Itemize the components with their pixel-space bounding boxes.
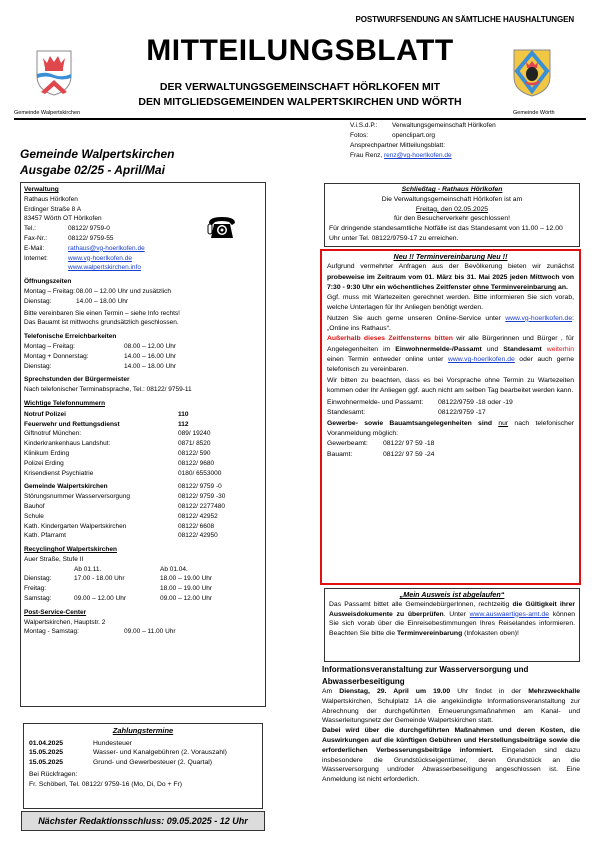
foreign-office-link[interactable]: www.auswaertiges-amt.de — [469, 610, 549, 618]
phone-entry-name: Gemeinde Walpertskirchen — [24, 483, 108, 491]
phone-entry-name: Kinderkrankenhaus Landshut: — [24, 440, 111, 448]
phone-entry-name: Feuerwehr und Rettungsdienst — [24, 420, 120, 428]
time-value: 18.00 – 19.00 Uhr — [160, 575, 213, 583]
payment-desc: Hundesteuer — [93, 739, 132, 747]
id-expiry-text — [329, 600, 575, 639]
text-bold: Gewerbe- sowie Bauamtsangelegenheiten sind — [327, 419, 499, 427]
sprechstunden-text: Nach telefonischer Terminabsprache, Tel.: 08122/ 9759-11 — [24, 386, 192, 394]
contact-info-box — [20, 182, 266, 707]
fotos-value: openclipart.org — [392, 132, 435, 139]
text-span: können Sie sich vorab über die Einreisebestimmungen Ihres Reiselandes informieren. Beachten Sie bitte die — [329, 610, 575, 638]
text-span: Aufgrund vermehrter Anfragen aus der Bevölkerung bieten wir zunächst — [327, 263, 574, 271]
phone-entry-name: Kath. Pfarramt — [24, 532, 66, 540]
event-title: Informationsveranstaltung zur Wasserversorgung und Abwasserbeseitigung — [322, 665, 529, 686]
phone-entry-number: 08122/ 9680 — [178, 459, 215, 467]
phone-entry-number: 08122/ 2277480 — [178, 502, 225, 510]
appointment-paragraph: Wir bitten zu beachten, dass es bei Vorsprache ohne Termin zu Wartezeiten kommen oder Ihr Anliegen ggf. auch nicht am selben Tag bearbeitet werden kann. — [327, 376, 574, 394]
appointment-paragraph — [327, 334, 574, 375]
phone-entry-number: 110 — [178, 410, 189, 418]
text-span: Am — [322, 688, 340, 695]
payment-desc: Grund- und Gewerbesteuer (2. Quartal) — [93, 758, 213, 766]
text-span: . Unter — [443, 610, 470, 618]
id-expiry-box — [324, 588, 580, 662]
office-phone: 08122/ 97 59 -24 — [383, 450, 435, 458]
day-label: Montag – Freitag: — [24, 342, 75, 350]
phone-entry-name: Krisendienst Psychiatrie — [24, 469, 94, 477]
phone-entry-number: 08122/ 9759 -0 — [178, 483, 222, 491]
verwaltung-title: Verwaltung — [24, 186, 59, 193]
text-span: oder auch gerne telefonisch zu vereinbaren. — [327, 355, 574, 374]
address-line: 83457 Wörth OT Hörlkofen — [24, 215, 102, 223]
header-divider — [14, 118, 586, 120]
day-label: Freitag: — [24, 585, 47, 593]
website-link[interactable]: www.vg-hoerlkofen.de — [68, 254, 132, 262]
editorial-deadline: Nächster Redaktionsschluss: 09.05.2025 - 12 Uhr — [21, 811, 265, 831]
time-value: 08.00 – 12.00 Uhr und zusätzlich — [76, 287, 172, 295]
internet-label: Internet: — [24, 254, 48, 262]
oeffnungszeiten-title: Öffnungszeiten — [24, 278, 72, 286]
fax-value: 08122/ 9759-55 — [68, 234, 114, 242]
phone-entry-name: Kath. Kindergarten Walpertskirchen — [24, 522, 127, 530]
crest-right-label: Gemeinde Wörth — [513, 110, 555, 116]
season-header: Ab 01.04. — [160, 565, 188, 573]
day-label: Dienstag: — [24, 575, 52, 583]
appointment-paragraph — [327, 314, 574, 335]
phone-entry-number: 08122/ 590 — [178, 449, 211, 457]
payment-date: 01.04.2025 — [29, 739, 64, 747]
payment-date: 15.05.2025 — [29, 758, 64, 766]
website-link[interactable]: www.walpertskirchen.info — [68, 264, 141, 272]
payment-dates-box — [23, 723, 263, 809]
walpertskirchen-coat-of-arms-icon — [36, 50, 72, 96]
phone-entry-number: 0871/ 8520 — [178, 440, 211, 448]
time-value: 14.00 – 16.00 Uhr — [124, 352, 177, 360]
closing-day-date: Freitag, den 02.05.2025 — [415, 205, 489, 213]
payment-contact: Fr. Schöberl, Tel. 08122/ 9759-16 (Mo, Di, Do + Fr) — [29, 780, 183, 788]
tel-label: Tel.: — [24, 225, 36, 233]
phone-entry-number: 08122/ 9759 -30 — [178, 493, 226, 501]
phone-entry-number: 089/ 19240 — [178, 430, 211, 438]
text-underline: nur — [498, 419, 509, 427]
website-link[interactable]: www.vg-hoerlkofen.de — [505, 314, 573, 322]
day-label: Montag + Donnerstag: — [24, 352, 89, 360]
text-bold: an. — [556, 283, 568, 291]
woerth-coat-of-arms-icon — [513, 49, 551, 97]
distribution-notice: POSTWURFSENDUNG AN SÄMTLICHE HAUSHALTUNGEN — [355, 15, 574, 24]
text-span: Uhr findet in der — [450, 688, 529, 695]
day-label: Montag – Freitag: — [24, 287, 75, 295]
text-red: Außerhalb dieses Zeitfensterns bitten — [327, 335, 453, 343]
office-phone: 08122/9759 -17 — [438, 409, 486, 417]
text-span: und — [481, 345, 504, 353]
appointment-paragraph — [327, 262, 574, 293]
day-label: Dienstag: — [24, 297, 52, 305]
phone-entry-name: Notruf Polizei — [24, 410, 66, 418]
phone-entry-number: 08122/ 6608 — [178, 522, 215, 530]
phone-entry-name: Giftnotruf München: — [24, 430, 82, 438]
phone-entry-number: 08122/ 42950 — [178, 532, 218, 540]
phone-entry-name: Polizei Erding — [24, 459, 64, 467]
crest-left-label: Gemeinde Walpertskirchen — [14, 110, 81, 116]
closing-day-text: für den Besucherverkehr geschlossen! — [394, 215, 510, 223]
contact-email-link[interactable]: renz@vg-hoerlkofen.de — [383, 152, 452, 159]
time-value: 09.00 – 12.00 Uhr — [160, 595, 213, 603]
event-paragraph — [322, 687, 580, 726]
text-span: (Infokasten oben)! — [462, 630, 519, 638]
time-value: 14.00 – 18.00 Uhr — [124, 362, 177, 370]
text-bold: Einwohnermelde-/Passamt — [395, 345, 482, 353]
office-label: Gewerbeamt: — [327, 440, 368, 448]
telefonnummern-title: Wichtige Telefonnummern — [24, 399, 106, 407]
closing-day-box — [324, 183, 580, 247]
text-bold: Terminvereinbarung — [397, 630, 463, 638]
municipality-name: Gemeinde Walpertskirchen — [20, 147, 175, 161]
phone-entry-name: Schule — [24, 512, 44, 520]
post-title: Post-Service-Center — [24, 608, 87, 616]
address-line: Erdinger Straße 8 A — [24, 205, 82, 213]
appointment-notice-title: Neu !! Terminvereinbarung Neu !! — [393, 252, 508, 261]
appointment-paragraph: Ggf. muss mit Wartezeiten gerechnet werden. Bitte informieren Sie sich vorab, welche Unterlagen für Ihr Anliegen benötigt werden. — [327, 294, 574, 312]
closing-day-title: Schließtag - Rathaus Hörlkofen — [401, 186, 503, 193]
appointment-notice-box — [320, 249, 581, 585]
email-link[interactable]: rathaus@vg-hoerlkofen.de — [68, 244, 145, 252]
phone-entry-name: Klinikum Erding — [24, 449, 70, 457]
text-bold-underline: ohne Terminvereinbarung — [472, 283, 557, 291]
text-bold: probeweise im Zeitraum vom 01. März bis 31. Mai 2025 jeden Mittwoch von 7:30 - 9:30 Uhr ein wöchentliches Zeitfenster — [327, 273, 574, 291]
day-label: Dienstag: — [24, 362, 52, 370]
issue-heading — [20, 146, 175, 178]
time-value: 14.00 – 18.00 Uhr — [76, 297, 129, 305]
payment-desc: Wasser- und Kanalgebühren (2. Vorauszahl) — [93, 749, 227, 757]
office-phone: 08122/ 97 59 -18 — [383, 440, 435, 448]
payment-date: 15.05.2025 — [29, 749, 64, 757]
time-value: 09.00 – 12.00 Uhr — [74, 595, 127, 603]
event-paragraph — [322, 726, 580, 785]
subtitle-line-2: DEN MITGLIEDSGEMEINDEN WALPERTSKIRCHEN UND WÖRTH — [138, 96, 462, 108]
sprechstunden-title: Sprechstunden der Bürgermeister — [24, 376, 130, 384]
office-label: Bauamt: — [327, 450, 353, 458]
time-value: 09.00 – 11.00 Uhr — [124, 628, 176, 636]
telephone-icon — [207, 215, 237, 239]
text-span: Nutzen Sie auch gerne unseren Online-Service unter — [327, 314, 506, 322]
time-value: 17.00 - 18.00 Uhr — [74, 575, 125, 583]
email-label: E-Mail: — [24, 244, 45, 252]
day-label: Montag - Samstag: — [24, 628, 79, 636]
payment-dates-title: Zahlungstermine — [112, 726, 174, 735]
time-value: 08.00 – 12.00 Uhr — [124, 342, 177, 350]
text-red: weiterhin — [541, 345, 574, 353]
season-header: Ab 01.11. — [74, 565, 102, 573]
payment-contact-label: Bei Rückfragen: — [29, 771, 78, 779]
text-span: Das Passamt bittet alle GemeindebürgerInnen, rechtzeitig — [329, 600, 513, 608]
appointment-note: Bitte vereinbaren Sie einen Termin – siehe Info rechts! — [24, 309, 180, 317]
issue-number: Ausgabe 02/25 - April/Mai — [20, 163, 165, 177]
time-value: 18.00 – 19.00 Uhr — [160, 585, 213, 593]
page-title: MITTEILUNGSBLATT — [146, 34, 454, 67]
text-bold: die Gültigkeit ihrer Ausweisdokumente zu überprüfen — [329, 600, 575, 618]
text-span: einen Termin entweder online unter — [327, 355, 448, 363]
day-label: Samstag: — [24, 595, 52, 603]
telefon-title: Telefonische Erreichbarkeiten — [24, 333, 117, 341]
contact-name: Frau Renz, — [350, 152, 384, 159]
subtitle-line-1: DER VERWALTUNGSGEMEINSCHAFT HÖRLKOFEN MIT — [159, 81, 441, 93]
fax-label: Fax-Nr.: — [24, 234, 48, 242]
phone-entry-number: 112 — [178, 420, 189, 428]
fotos-label: Fotos: — [350, 132, 369, 139]
contact-label: Ansprechpartner Mitteilungsblatt: — [350, 142, 446, 149]
phone-entry-number: 0180/ 6553000 — [178, 469, 222, 477]
imprint — [350, 121, 496, 161]
appointment-paragraph — [327, 419, 574, 440]
recycling-title: Recyclinghof Walpertskirchen — [24, 546, 117, 554]
text-span: nach telefonischer Voranmeldung möglich: — [327, 419, 574, 438]
text-span: Eingeladen sind dazu insbesondere die Grundstückseigentümer, deren Grundstück an die Wasserversorgung und/oder Abwasserbeseitigung angeschlossen ist. Eine Anmeldung ist nicht erforderlich. — [322, 746, 580, 784]
text-bold: Mehrzweckhalle — [528, 688, 580, 695]
closing-day-text: Die Verwaltungsgemeinschaft Hörlkofen ist am — [381, 195, 523, 203]
info-event-article — [322, 664, 580, 785]
page-subtitle — [0, 80, 600, 110]
bauamt-note: Das Bauamt ist mittwochs grundsätzlich geschlossen. — [24, 319, 179, 327]
text-span: Walpertskirchen, Schulplatz 1A die angekündigte Informationsveranstaltung zur Abrechnung der durchgeführten Erneuerungsmaßnahmen am Kanal- und Wasserleitungsnetz der Gemeinde Walpertskirchen statt. — [322, 697, 580, 725]
phone-entry-name: Störungsnummer Wasserversorgung — [24, 493, 130, 501]
visdp-label: V.i.S.d.P.: — [350, 122, 378, 129]
text-bold: Standesamt — [503, 345, 542, 353]
text-bold: Dienstag, 29. April um 19.00 — [339, 688, 451, 695]
office-phone: 08122/9759 -18 oder -19 — [438, 399, 513, 407]
phone-entry-number: 08122/ 42952 — [178, 512, 218, 520]
tel-value: 08122/ 9759-0 — [68, 225, 110, 233]
text-span: : „Online ins Rathaus“. — [327, 314, 574, 333]
post-address: Walpertskirchen, Hauptstr. 2 — [24, 618, 106, 626]
id-expiry-title: „Mein Ausweis ist abgelaufen“ — [399, 590, 505, 599]
office-label: Standesamt: — [327, 409, 366, 417]
phone-entry-name: Bauhof — [24, 502, 45, 510]
website-link[interactable]: www.vg-hoerlkofen.de — [447, 355, 515, 363]
address-line: Rathaus Hörlkofen — [24, 195, 78, 203]
closing-day-emergency: Für dringende standesamtliche Notfälle ist das Standesamt von 11.00 – 12.00 Uhr unter Tel. 08122/9759-17 zu erreichen. — [329, 225, 563, 242]
text-span: wir alle Bürgerinnen und Bürger , für Angelegenheiten im — [327, 335, 574, 353]
text-bold: Dabei wird über die durchgeführten Maßnahmen und deren Kosten, die Auswirkungen auf die künftigen Gebühren und Herstellungsbeiträge sowie die erforderlichen Verbesserungsbeiträge informiert. — [322, 727, 580, 754]
office-label: Einwohnermelde- und Passamt: — [327, 399, 424, 407]
recycling-address: Auer Straße, Stufe II — [24, 555, 84, 563]
time-value — [74, 584, 160, 594]
visdp-value: Verwaltungsgemeinschaft Hörlkofen — [392, 122, 496, 129]
